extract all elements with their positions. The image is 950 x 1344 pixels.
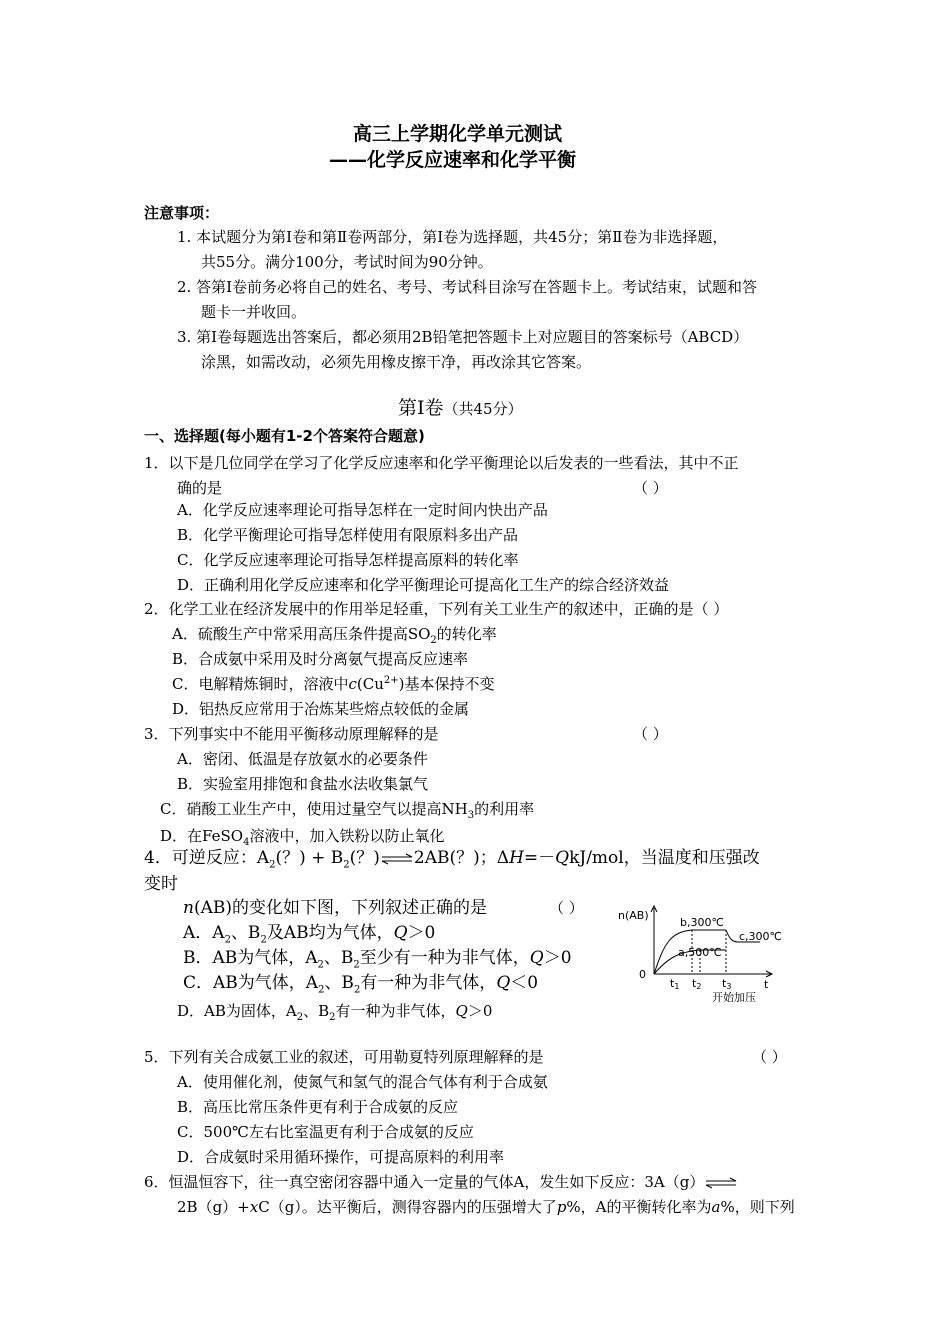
q1-stem-line-1: 1．以下是几位同学在学习了化学反应速率和化学平衡理论以后发表的一些看法，其中不正 — [144, 454, 739, 472]
graph-note-pressurize: 开始加压 — [712, 991, 756, 1004]
q4-option-d: D．AB为固体，$A_2$、$B_2$有一种为非气体，Q＞0 — [177, 1002, 493, 1023]
tick-t1: t1 — [670, 977, 680, 991]
tick-t3: t3 — [722, 977, 732, 991]
graph-origin-label: 0 — [639, 968, 646, 981]
q4-option-b: B．AB为气体，$A_2$、$B_2$至少有一种为非气体，Q＞0 — [183, 948, 572, 971]
note-2-line-1: 2. 答第Ⅰ卷前务必将自己的姓名、考号、考试科目涂写在答题卡上。考试结束，试题和答 — [177, 278, 758, 296]
equilibrium-arrow-icon — [380, 853, 414, 865]
curve-a-label: a,500℃ — [678, 946, 722, 959]
q1-answer-blank[interactable]: （ ） — [633, 479, 668, 497]
q5-answer-blank[interactable]: （ ） — [752, 1048, 787, 1066]
q5-stem: 5．下列有关合成氨工业的叙述，可用勒夏特列原理解释的是 — [144, 1048, 544, 1066]
q3-answer-blank[interactable]: （ ） — [633, 725, 668, 743]
q1-option-b: B．化学平衡理论可指导怎样使用有限原料多出产品 — [177, 526, 519, 544]
curve-c-label: c,300℃ — [739, 930, 782, 943]
page-title: 高三上学期化学单元测试 — [353, 123, 563, 145]
q3-option-a: A．密闭、低温是存放氨水的必要条件 — [177, 750, 428, 768]
q4-nab-time-graph — [612, 900, 802, 1015]
section-title: 第Ⅰ卷 — [398, 397, 444, 419]
q2-stem: 2．化学工业在经济发展中的作用举足轻重，下列有关工业生产的叙述中，正确的是（ ） — [144, 600, 729, 618]
graph-x-label: t — [764, 978, 769, 991]
q4-stem-line-2: 变时 — [144, 874, 178, 894]
q6-stem-line-1: 6．恒温恒容下，往一真空密闭容器中通入一定量的气体A，发生如下反应：3A（g） — [144, 1172, 738, 1192]
q1-option-d: D．正确利用化学反应速率和化学平衡理论可提高化工生产的综合经济效益 — [177, 576, 670, 594]
q5-option-c: C．500℃左右比室温更有利于合成氨的反应 — [177, 1123, 474, 1141]
q4-option-a: A．$A_2$、$B_2$及AB均为气体，Q＞0 — [183, 923, 436, 946]
section-heading — [398, 398, 523, 419]
section-score: （共45分） — [443, 400, 523, 418]
q4-answer-blank[interactable]: （ ） — [549, 899, 584, 917]
q1-stem-line-2: 确的是 — [177, 479, 223, 497]
q1-option-a: A．化学反应速率理论可指导怎样在一定时间内快出产品 — [177, 501, 548, 519]
equilibrium-arrow-icon — [704, 1177, 738, 1189]
q4-stem-line-3: n(AB)的变化如下图，下列叙述正确的是 — [183, 898, 487, 918]
notes-heading: 注意事项： — [144, 204, 220, 222]
q4-option-c: C．AB为气体，$A_2$、$B_2$有一种为非气体，Q＜0 — [183, 973, 539, 996]
q2-option-d: D．铝热反应常用于冶炼某些熔点较低的金属 — [172, 700, 470, 718]
note-1-line-1: 1. 本试题分为第Ⅰ卷和第Ⅱ卷两部分，第Ⅰ卷为选择题，共45分；第Ⅱ卷为非选择题， — [177, 228, 728, 246]
note-1-line-2: 共55分。满分100分，考试时间为90分钟。 — [201, 253, 493, 271]
q3-stem: 3．下列事实中不能用平衡移动原理解释的是 — [144, 725, 439, 743]
note-3-line-2: 涂黑，如需改动，必须先用橡皮擦干净，再改涂其它答案。 — [201, 353, 592, 371]
q2-option-a: A．硫酸生产中常采用高压条件提高$SO_2$的转化率 — [172, 625, 497, 646]
tick-t2: t2 — [692, 977, 702, 991]
q4-stem-line-1: 4．可逆反应：$A_2$(？) + $B_2$(？) 2AB(？)；ΔH=－QkJ/mol，当温度和压强改 — [144, 848, 760, 871]
q5-option-d: D．合成氨时采用循环操作，可提高原料的利用率 — [177, 1148, 505, 1166]
page-subtitle: ——化学反应速率和化学平衡 — [329, 149, 577, 171]
q3-option-d: D．在FeSO$_4$溶液中，加入铁粉以防止氧化 — [160, 827, 445, 848]
note-2-line-2: 题卡一并收回。 — [201, 303, 307, 321]
part-heading: 一、选择题(每小题有1-2个答案符合题意) — [144, 427, 425, 445]
q2-option-c: C．电解精炼铜时，溶液中$c(Cu^{2+})$基本保持不变 — [172, 675, 495, 693]
q3-option-c: C．硝酸工业生产中，使用过量空气以提高$NH_3$的利用率 — [160, 800, 535, 821]
q2-option-b: B．合成氨中采用及时分离氨气提高反应速率 — [172, 650, 469, 668]
q1-option-c: C．化学反应速率理论可指导怎样提高原料的转化率 — [177, 551, 519, 569]
q5-option-a: A．使用催化剂，使氮气和氢气的混合气体有利于合成氨 — [177, 1073, 548, 1091]
note-3-line-1: 3. 第Ⅰ卷每题选出答案后，都必须用2B铅笔把答题卡上对应题目的答案标号（ABCD） — [177, 328, 749, 346]
q5-option-b: B．高压比常压条件更有利于合成氨的反应 — [177, 1098, 459, 1116]
q6-stem-line-2: 2B（g）+xC（g）。达平衡后，测得容器内的压强增大了p%，A的平衡转化率为a%，则下列 — [177, 1198, 795, 1216]
graph-y-label: n(AB) — [618, 909, 649, 922]
q3-option-b: B．实验室用排饱和食盐水法收集氯气 — [177, 775, 429, 793]
curve-b-label: b,300℃ — [680, 916, 724, 929]
